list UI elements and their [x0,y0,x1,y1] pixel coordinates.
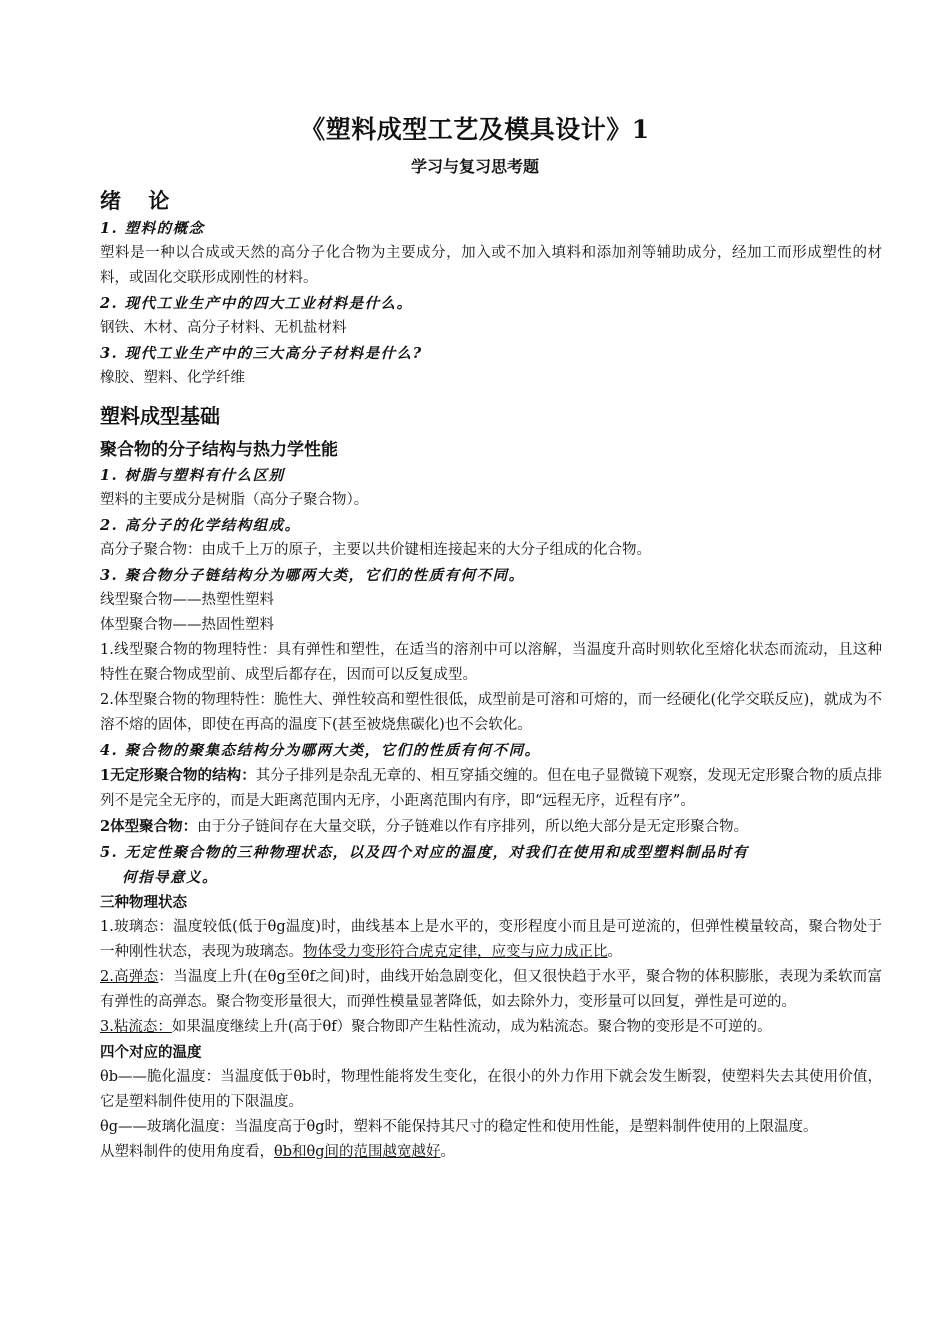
answer-paragraph: θg——玻璃化温度：当温度高于θg时，塑料不能保持其尺寸的稳定性和使用性能，是塑料制件使用的上限温度。 [100,1119,818,1135]
answer-paragraph [100,1015,882,1040]
document-title: 《塑料成型工艺及模具设计》1 [300,115,650,144]
underlined-label: 2.高弹态 [100,969,159,985]
question-line: 何指导意义。 [122,869,218,886]
section-heading-basics: 塑料成型基础 [100,404,220,428]
question: 3. 聚合物分子链结构分为哪两大类，它们的性质有何不同。 [100,567,525,584]
punctuation: 。 [440,1144,456,1160]
document-body [100,186,882,1165]
question: 2. 高分子的化学结构组成。 [100,517,301,534]
term-text: 其分子排列是杂乱无章的、相互穿插交缠的。但在电子显微镜下观察，发现无定形聚合物的质点排列不是完全无序的，而是大距离范围内无序，小距离范围内有序，即“远程无序，近程有序”。 [100,768,882,809]
answer-paragraph: θb——脆化温度：当温度低于θb时，物理性能将发生变化，在很小的外力作用下就会发生断裂，使塑料失去其使用价值，它是塑料制件使用的下限温度。 [100,1069,882,1110]
question-line: 5. 无定性聚合物的三种物理状态，以及四个对应的温度，对我们在使用和成型塑料制品时有 [100,844,749,861]
term-label: 1无定形聚合物的结构： [100,767,256,784]
underlined-label: 3.粘流态： [100,1019,172,1035]
state-text: 1.玻璃态：温度较低(低于θg温度)时，曲线基本上是水平的，变形程度小而且是可逆流的，但弹性模量较高，聚合物处于一种刚性状态，表现为玻璃态。 [100,919,882,960]
section-heading-intro: 绪 论 [100,188,180,213]
answer-paragraph [100,915,882,965]
answer-paragraph: 2.体型聚合物的物理特性：脆性大、弹性较高和塑性很低，成型前是可溶和可熔的，而一经硬化(化学交联反应)，就成为不溶不熔的固体，即使在再高的温度下(甚至被烧焦碳化)也不会软化。 [100,692,882,733]
answer-paragraph [100,763,882,814]
question [100,840,882,890]
answer-paragraph: 塑料是一种以合成或天然的高分子化合物为主要成分，加入或不加入填料和添加剂等辅助成分，经加工而形成塑性的材料，或固化交联形成刚性的材料。 [100,245,882,286]
answer-paragraph [100,965,882,1015]
punctuation: 。 [607,944,622,960]
answer-paragraph [100,1140,882,1165]
term-label: 2体型聚合物： [100,818,198,835]
question: 3. 现代工业生产中的三大高分子材料是什么? [100,345,423,362]
question: 1. 树脂与塑料有什么区别 [100,467,285,484]
answer-paragraph: 体型聚合物——热固性塑料 [100,617,274,633]
answer-paragraph: 橡胶、塑料、化学纤维 [100,370,245,386]
underlined-text: 物体受力变形符合虎克定律，应变与应力成正比 [303,944,608,960]
answer-paragraph: 1.线型聚合物的物理特性：具有弹性和塑性，在适当的溶剂中可以溶解，当温度升高时则软化至熔化状态而流动，且这种特性在聚合物成型前、成型后都存在，因而可以反复成型。 [100,642,882,683]
question: 1. 塑料的概念 [100,220,205,237]
subsection-heading: 聚合物的分子结构与热力学性能 [100,440,338,460]
subheading-states: 三种物理状态 [100,894,187,911]
term-text: 由于分子链间存在大量交联，分子链难以作有序排列，所以绝大部分是无定形聚合物。 [197,819,749,835]
temp-text: 从塑料制件的使用角度看， [100,1144,274,1160]
answer-paragraph [100,814,882,840]
question: 4. 聚合物的聚集态结构分为哪两大类，它们的性质有何不同。 [100,742,541,759]
answer-paragraph: 塑料的主要成分是树脂（高分子聚合物）。 [100,492,369,508]
subheading-temperatures: 四个对应的温度 [100,1044,202,1061]
state-text: ：当温度上升(在θg至θf之间)时，曲线开始急剧变化，但又很快趋于水平，聚合物的体积膨胀，表现为柔软而富有弹性的高弹态。聚合物变形量很大，而弹性模量显著降低，如去除外力，变形量可以回复，弹性是可逆的。 [100,969,882,1010]
state-text: 如果温度继续上升(高于θf）聚合物即产生粘性流动，成为粘流态。聚合物的变形是不可逆的。 [171,1019,772,1035]
document-subtitle: 学习与复习思考题 [410,157,539,176]
answer-paragraph: 钢铁、木材、高分子材料、无机盐材料 [100,320,347,336]
answer-paragraph: 高分子聚合物：由成千上万的原子，主要以共价键相连接起来的大分子组成的化合物。 [100,542,651,558]
answer-paragraph: 线型聚合物——热塑性塑料 [100,592,274,608]
underlined-text: θb和θg间的范围越宽越好 [274,1144,441,1160]
question: 2. 现代工业生产中的四大工业材料是什么。 [100,295,413,312]
